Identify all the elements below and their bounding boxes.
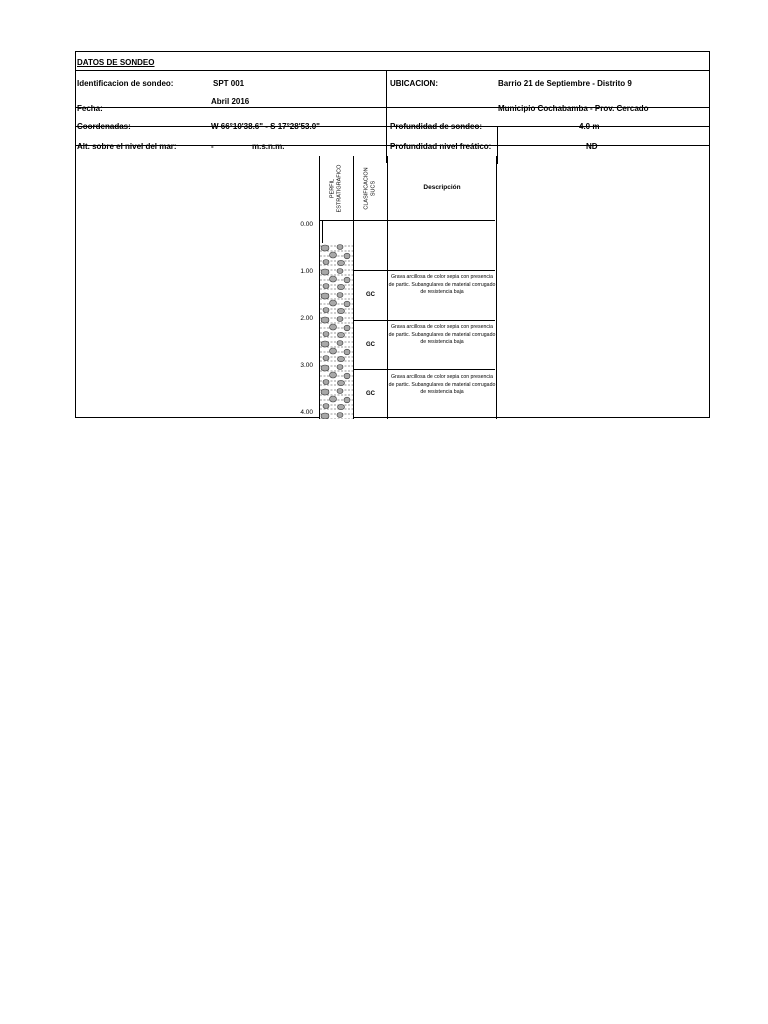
divider <box>353 156 354 419</box>
classification-header-line1: CLASIFICACION <box>363 167 370 210</box>
depth-tick: 0.00 <box>300 221 313 228</box>
date-label: Fecha: <box>77 104 103 113</box>
divider <box>319 220 495 221</box>
id-label: Identificacion de sondeo: <box>77 79 174 88</box>
divider <box>386 70 387 163</box>
layer-code: GC <box>366 292 375 298</box>
coord-label: Coordenadas: <box>77 122 131 131</box>
date-value: Abril 2016 <box>211 97 250 106</box>
water-table-label: Profundidad nivel freático: <box>390 142 492 151</box>
borehole-depth-value: 4.0 m <box>579 122 600 131</box>
location-line1: Barrio 21 de Septiembre - Distrito 9 <box>498 79 632 88</box>
borehole-depth-label: Profundidad de sondeo: <box>390 122 482 131</box>
location-label: UBICACION: <box>390 79 438 88</box>
stratigraphic-profile <box>320 243 353 419</box>
water-table-value: ND <box>586 142 598 151</box>
classification-header-line2: SUCS <box>370 180 376 197</box>
sheet-title: DATOS DE SONDEO <box>77 58 155 67</box>
depth-tick: 1.00 <box>300 268 313 275</box>
layer-description: Grava arcillosa de color sepia con presencia de partic. Subangulares de material corrugado de resistencia baja <box>388 324 496 346</box>
profile-header-line2: ESTRATIGRAFICO <box>336 164 342 213</box>
layer-code: GC <box>366 342 375 348</box>
id-value: SPT 001 <box>213 79 245 88</box>
borehole-log-sheet <box>75 51 710 418</box>
location-line2: Municipio Cochabamba - Prov. Cercado <box>498 104 649 113</box>
profile-column-header <box>330 158 343 220</box>
depth-tick: 4.00 <box>300 409 313 416</box>
classification-column-header <box>364 158 377 220</box>
altitude-value: - <box>211 142 214 151</box>
divider <box>496 156 497 419</box>
divider <box>497 126 498 164</box>
layer-code: GC <box>366 391 375 397</box>
description-column-header: Descripción <box>423 184 461 191</box>
coord-value: W 66°10'38.6" - S 17°28'53.0" <box>211 122 320 131</box>
divider <box>353 270 495 271</box>
profile-header-line1: PERFIL <box>329 178 336 199</box>
layer-description: Grava arcillosa de color sepia con presencia de partic. Subangulares de material corrugado de resistencia baja <box>388 374 496 396</box>
divider <box>353 320 495 321</box>
divider <box>76 70 709 71</box>
depth-tick: 2.00 <box>300 315 313 322</box>
depth-tick: 3.00 <box>300 362 313 369</box>
altitude-unit: m.s.n.m. <box>252 142 285 151</box>
divider <box>353 369 495 370</box>
altitude-label: Alt. sobre el nivel del mar: <box>77 142 177 151</box>
layer-description: Grava arcillosa de color sepia con presencia de partic. Subangulares de material corrugado de resistencia baja <box>388 274 496 296</box>
profile-upper-edge <box>322 221 323 243</box>
